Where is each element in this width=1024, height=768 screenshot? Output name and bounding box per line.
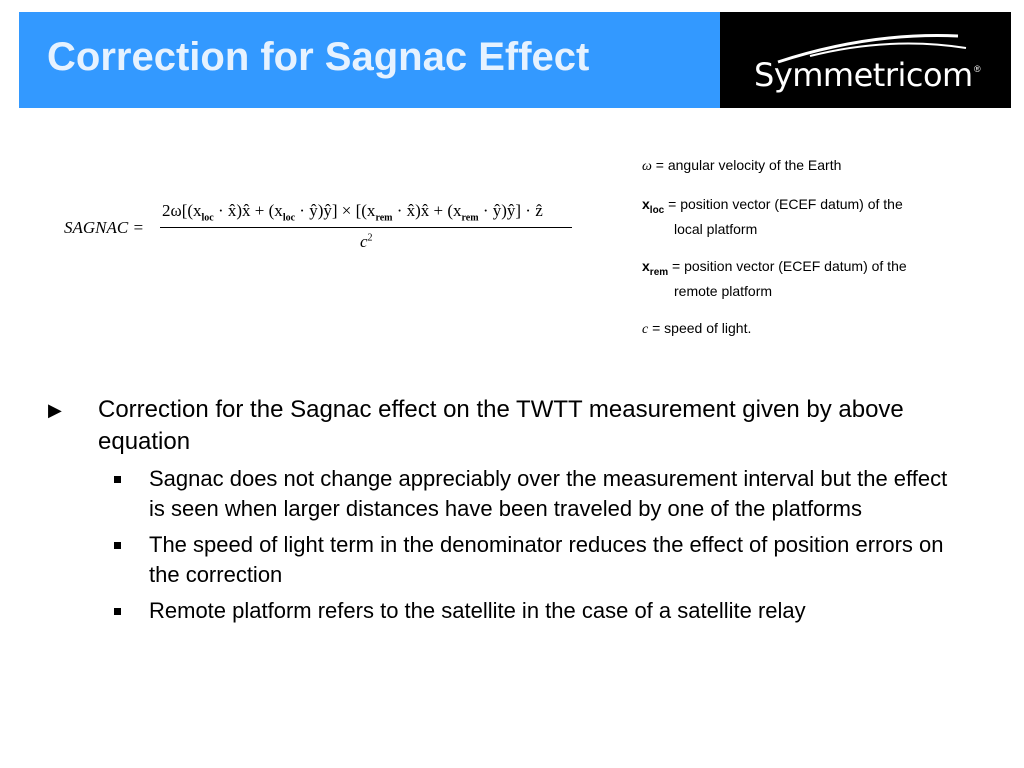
legend-symbol-sub: rem xyxy=(649,266,669,278)
symbol-legend xyxy=(642,156,982,358)
legend-symbol xyxy=(642,257,669,278)
num-part2: · ŷ)ŷ] × [(x xyxy=(295,201,376,220)
fraction-bar xyxy=(160,227,572,228)
bullet-sub xyxy=(48,596,959,626)
legend-text: = position vector (ECEF datum) of the xyxy=(664,196,903,212)
den-c: c xyxy=(360,232,368,251)
num-sub-loc-2: loc xyxy=(282,212,296,224)
legend-symbol: ω xyxy=(642,159,652,174)
bullet-main-text: Correction for the Sagnac effect on the TWTT measurement given by above equation xyxy=(98,396,904,455)
num-part1: · x̂)x̂ + (x xyxy=(213,201,283,220)
equation-numerator xyxy=(162,201,543,223)
square-bullet-icon xyxy=(114,476,121,483)
legend-text: = angular velocity of the Earth xyxy=(651,157,842,173)
num-lead: 2ω[(x xyxy=(162,201,202,220)
legend-symbol-base: x xyxy=(642,196,650,212)
den-exponent: 2 xyxy=(367,232,373,244)
legend-entry-xloc xyxy=(642,195,982,238)
symmetricom-logo xyxy=(720,12,1011,108)
num-part4: · ŷ)ŷ] · ẑ xyxy=(478,201,543,220)
bullet-sub xyxy=(48,464,959,524)
bullet-sub xyxy=(48,530,959,590)
legend-entry-xrem xyxy=(642,257,982,300)
title-banner xyxy=(19,12,720,108)
legend-text: = speed of light. xyxy=(648,319,752,336)
equation-denominator xyxy=(360,232,373,252)
num-sub-loc-1: loc xyxy=(201,212,214,224)
legend-text: = position vector (ECEF datum) of the xyxy=(668,257,907,274)
legend-symbol xyxy=(642,196,665,216)
square-bullet-icon xyxy=(114,608,121,615)
bullet-sub-text: Sagnac does not change appreciably over the measurement interval but the effect is seen when larger distances have been traveled by one of the platforms xyxy=(149,466,948,521)
legend-entry-c xyxy=(642,319,982,339)
legend-symbol-base: x xyxy=(642,257,650,274)
legend-text-cont: local platform xyxy=(674,220,758,237)
legend-symbol: c xyxy=(642,321,649,337)
legend-symbol-sub: loc xyxy=(649,204,665,216)
num-sub-rem-2: rem xyxy=(461,212,479,224)
num-sub-rem-1: rem xyxy=(375,212,393,224)
equation-lhs: SAGNAC = xyxy=(64,218,144,237)
bullet-main xyxy=(48,394,968,458)
triangle-bullet-icon: ▶ xyxy=(48,400,62,420)
logo-wordmark: Symmetricom xyxy=(754,56,973,94)
num-part3: · x̂)x̂ + (x xyxy=(392,201,462,220)
logo-registered-mark: ® xyxy=(974,64,981,74)
square-bullet-icon xyxy=(114,542,121,549)
bullet-sub-text: The speed of light term in the denominator reduces the effect of position errors on the correction xyxy=(149,532,944,587)
bullet-sub-text: Remote platform refers to the satellite in the case of a satellite relay xyxy=(149,598,806,623)
slide-title: Correction for Sagnac Effect xyxy=(47,35,590,79)
legend-entry-omega xyxy=(642,156,982,176)
bullet-list xyxy=(48,394,968,632)
legend-text-cont: remote platform xyxy=(674,282,773,299)
